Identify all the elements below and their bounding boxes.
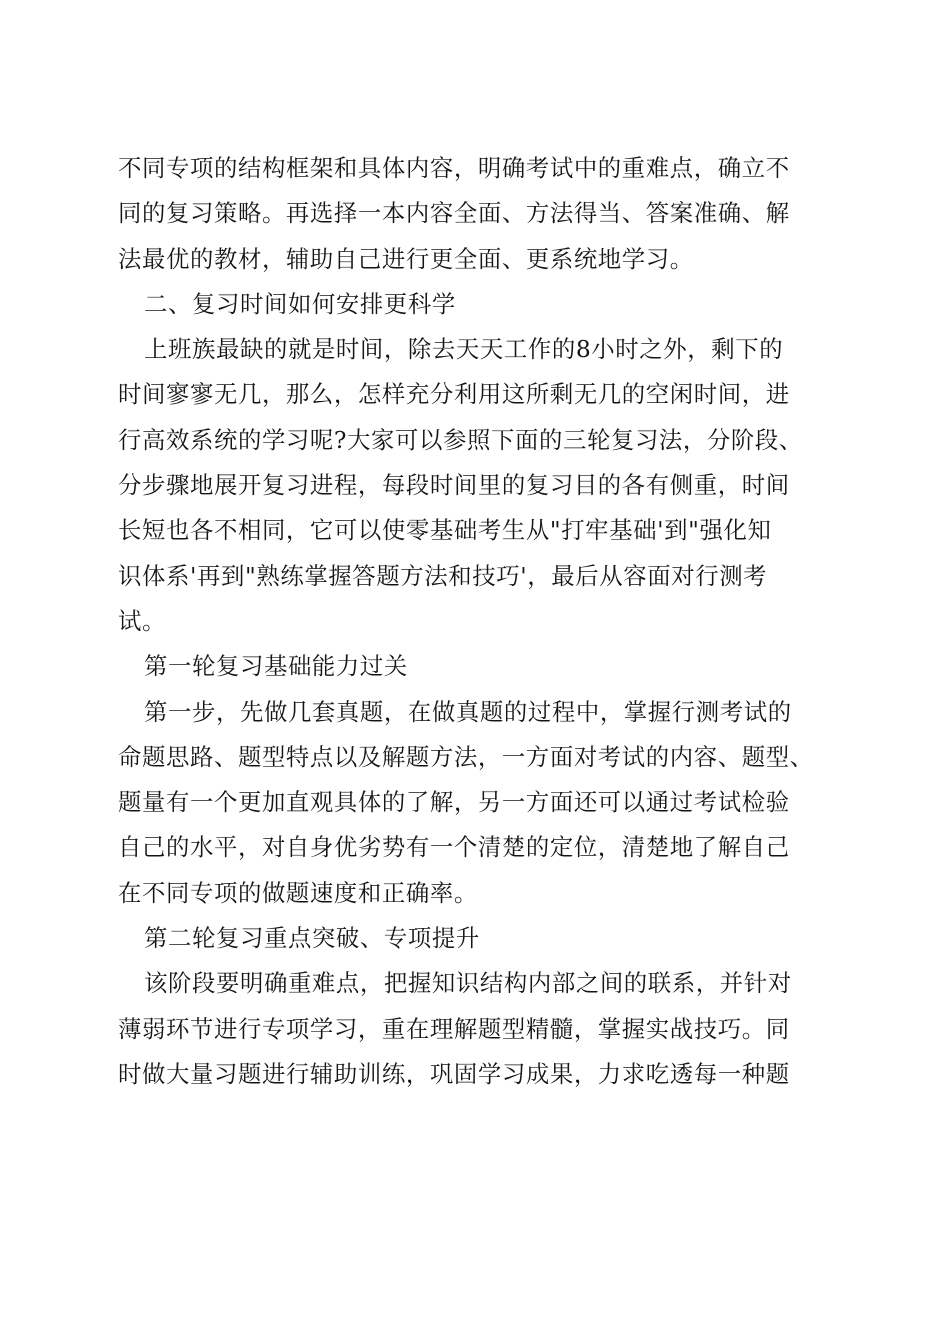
text-line: 分步骤地展开复习进程，每段时间里的复习目的各有侧重，时间 [118,471,790,500]
text-line: 同的复习策略。再选择一本内容全面、方法得当、答案准确、解 [118,199,790,228]
text-line: 命题思路、题型特点以及解题方法，一方面对考试的内容、题型、 [118,742,814,771]
text-line: 长短也各不相同，它可以使零基础考生从"打牢基础'到"强化知 [118,516,772,545]
text-line: 行高效系统的学习呢?大家可以参照下面的三轮复习法，分阶段、 [118,425,803,454]
text-line: 题量有一个更加直观具体的了解，另一方面还可以通过考试检验 [118,788,790,817]
text-line: 法最优的教材，辅助自己进行更全面、更系统地学习。 [118,244,694,273]
text-line: 时间寥寥无几，那么，怎样充分利用这所剩无几的空闲时间，进 [118,380,790,409]
text-line: 第一步，先做几套真题，在做真题的过程中，掌握行测考试的 [144,697,792,726]
text-line: 时做大量习题进行辅助训练，巩固学习成果，力求吃透每一种题 [118,1059,790,1088]
document-body [118,146,838,1097]
text-line: 识体系'再到"熟练掌握答题方法和技巧'，最后从容面对行测考 [118,561,768,590]
text-line: 试。 [118,606,166,635]
section-heading: 第一轮复习基础能力过关 [144,652,408,681]
text-line: 上班族最缺的就是时间，除去天天工作的8小时之外，剩下的 [144,335,784,364]
section-heading: 二、复习时间如何安排更科学 [144,289,456,318]
section-heading: 第二轮复习重点突破、专项提升 [144,924,480,953]
text-line: 该阶段要明确重难点，把握知识结构内部之间的联系，并针对 [144,969,792,998]
text-line: 不同专项的结构框架和具体内容，明确考试中的重难点，确立不 [118,154,790,182]
text-line: 自己的水平，对自身优劣势有一个清楚的定位，清楚地了解自己 [118,833,790,862]
text-line: 薄弱环节进行专项学习，重在理解题型精髓，掌握实战技巧。同 [118,1014,790,1043]
text-line: 在不同专项的做题速度和正确率。 [118,878,478,907]
